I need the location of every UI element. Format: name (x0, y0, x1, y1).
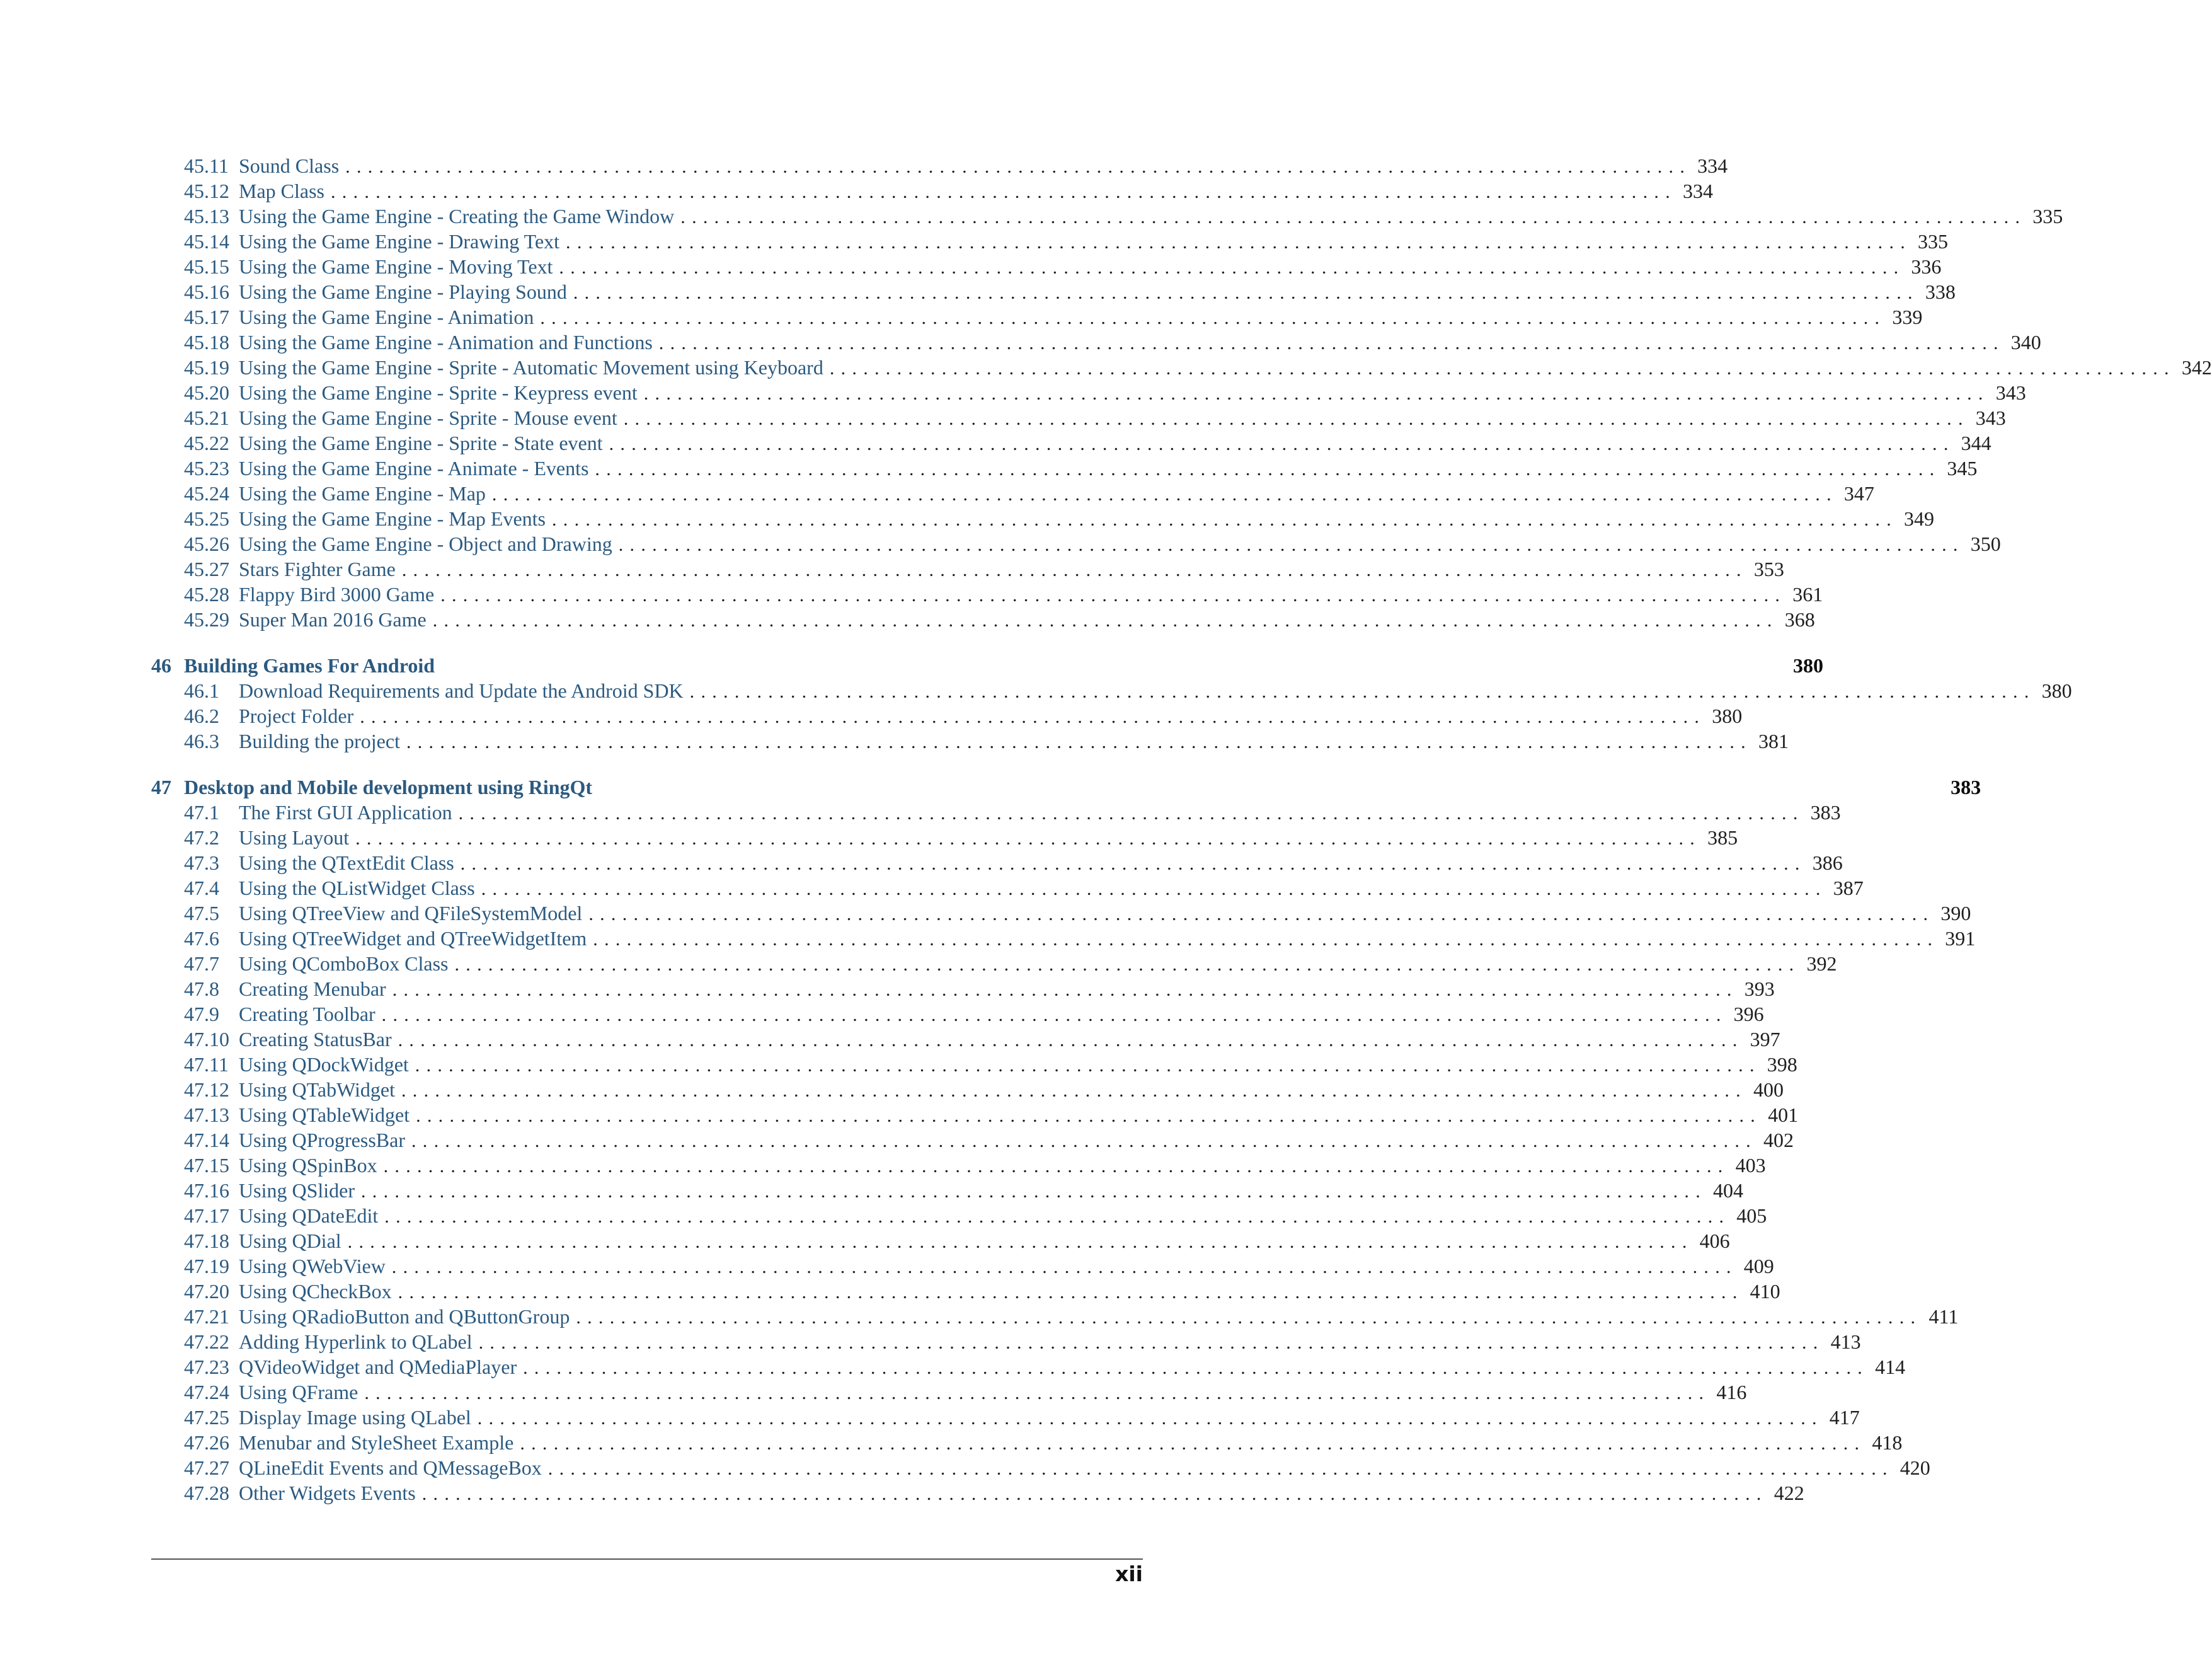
toc-leader-dots: ........................................................................................................................ (416, 1105, 1762, 1126)
toc-section-entry[interactable] (151, 901, 1971, 926)
toc-entry-page[interactable]: 409 (1743, 1255, 1774, 1277)
toc-leader-dots: ........................................................................................................................ (573, 282, 1919, 303)
toc-entry-page[interactable]: 418 (1872, 1431, 1903, 1454)
toc-section-entry[interactable] (151, 1127, 1794, 1153)
toc-entry-number[interactable]: 45.14 (184, 230, 229, 253)
toc-entry-page[interactable]: 383 (1951, 776, 1981, 798)
toc-entry-number[interactable]: 47.22 (184, 1330, 229, 1353)
toc-section-entry[interactable] (151, 1455, 1930, 1480)
toc-entry-page[interactable]: 335 (1918, 230, 1949, 253)
toc-leader-dots: ........................................................................................................................ (547, 1458, 1894, 1479)
toc-entry-page[interactable]: 343 (1975, 406, 2006, 429)
toc-entry-title[interactable]: Using the Game Engine - Sprite - Mouse event (239, 406, 617, 429)
toc-entry-title[interactable]: Display Image using QLabel (239, 1406, 471, 1429)
toc-leader-dots: ........................................................................................................................ (398, 1282, 1744, 1303)
toc-leader-dots: ........................................................................................................................ (383, 1156, 1729, 1177)
toc-entry-number[interactable]: 45.24 (184, 482, 229, 505)
toc-entry-page[interactable]: 420 (1900, 1456, 1930, 1479)
toc-entry-page[interactable]: 340 (2010, 331, 2041, 354)
toc-entry-page[interactable]: 342 (2181, 356, 2212, 379)
toc-section-entry[interactable] (151, 1354, 1906, 1379)
toc-section-entry[interactable] (151, 254, 1942, 279)
table-of-contents (151, 153, 2212, 1506)
toc-entry-page[interactable]: 422 (1774, 1482, 1804, 1504)
toc-leader-dots: ........................................................................................................................ (345, 156, 1692, 177)
toc-entry-number[interactable]: 47.7 (184, 952, 219, 975)
toc-entry-title[interactable]: Project Folder (239, 705, 354, 727)
toc-entry-title[interactable]: Using the Game Engine - Sprite - State event (239, 432, 603, 454)
toc-entry-title[interactable]: Using QDateEdit (239, 1204, 379, 1227)
toc-section-entry[interactable] (151, 678, 2072, 703)
toc-entry-page[interactable]: 380 (1793, 654, 1824, 677)
toc-entry-title[interactable]: Using the Game Engine - Creating the Game Window (239, 205, 675, 227)
toc-entry-title[interactable]: Using QFrame (239, 1381, 358, 1403)
toc-entry-page[interactable]: 386 (1812, 851, 1843, 874)
toc-entry-title[interactable]: Using QTabWidget (239, 1078, 395, 1101)
toc-entry-number[interactable]: 47.11 (184, 1053, 229, 1076)
toc-entry-title[interactable]: Using the QListWidget Class (239, 877, 475, 899)
toc-section-entry[interactable] (151, 1102, 1799, 1127)
toc-section-entry[interactable] (151, 330, 2041, 355)
toc-leader-dots: ........................................................................................................................ (347, 1231, 1693, 1252)
toc-entry-number[interactable]: 45.21 (184, 406, 229, 429)
toc-entry-page[interactable]: 416 (1716, 1381, 1747, 1403)
toc-section-entry[interactable] (151, 153, 1728, 178)
toc-entry-number[interactable]: 45.16 (184, 280, 229, 303)
toc-section-entry[interactable] (151, 355, 2212, 380)
toc-entry-number[interactable]: 45.15 (184, 255, 229, 278)
toc-entry-page[interactable]: 417 (1829, 1406, 1860, 1429)
toc-entry-number[interactable]: 47.26 (184, 1431, 229, 1454)
toc-entry-title[interactable]: Using Layout (239, 826, 350, 849)
toc-entry-title[interactable]: Using QComboBox Class (239, 952, 449, 975)
toc-leader-dots: ........................................................................................................................ (552, 509, 1898, 530)
toc-entry-number[interactable]: 45.27 (184, 558, 229, 580)
toc-entry-page[interactable]: 380 (2041, 679, 2072, 702)
toc-section-entry[interactable] (151, 1480, 1804, 1506)
toc-section-entry[interactable] (151, 405, 2006, 430)
toc-entry-page[interactable]: 338 (1925, 280, 1956, 303)
toc-entry-number[interactable]: 45.22 (184, 432, 229, 454)
toc-leader-dots: ........................................................................................................................ (576, 1307, 1922, 1328)
toc-entry-title[interactable]: Using the Game Engine - Animation (239, 306, 534, 328)
toc-leader-dots: ........................................................................................................................ (559, 257, 1905, 278)
toc-entry-page[interactable]: 406 (1699, 1229, 1730, 1252)
toc-section-entry[interactable] (151, 976, 1775, 1001)
toc-section-entry[interactable] (151, 380, 2026, 405)
toc-leader-dots: ........................................................................................................................ (401, 1080, 1747, 1101)
toc-leader-dots: ........................................................................................................................ (477, 1408, 1823, 1429)
toc-entry-title[interactable]: Using QSpinBox (239, 1154, 377, 1177)
toc-entry-title[interactable]: Using QCheckBox (239, 1280, 392, 1303)
toc-entry-page[interactable]: 343 (1995, 381, 2026, 404)
toc-entry-page[interactable]: 402 (1763, 1129, 1794, 1151)
toc-section-entry[interactable] (151, 850, 1843, 875)
toc-entry-number[interactable]: 45.13 (184, 205, 229, 227)
toc-entry-title[interactable]: Using QDial (239, 1229, 341, 1252)
toc-entry-title[interactable]: Other Widgets Events (239, 1482, 416, 1504)
toc-leader-dots: ........................................................................................................................ (401, 560, 1748, 580)
toc-leader-dots: ........................................................................................................................ (355, 828, 1702, 849)
toc-entry-page[interactable]: 383 (1810, 801, 1841, 824)
toc-entry-page[interactable]: 393 (1744, 977, 1775, 1000)
toc-entry-page[interactable]: 344 (1961, 432, 1991, 454)
toc-entry-title[interactable]: Using the QTextEdit Class (239, 851, 454, 874)
toc-leader-dots: ........................................................................................................................ (454, 954, 1801, 975)
toc-leader-dots: ........................................................................................................................ (566, 232, 1912, 253)
toc-entry-number[interactable]: 47.12 (184, 1078, 229, 1101)
toc-leader-dots: ........................................................................................................................ (406, 732, 1752, 752)
toc-entry-number[interactable]: 47.18 (184, 1229, 229, 1252)
toc-section-entry[interactable] (151, 481, 1874, 506)
toc-leader-dots: ........................................................................................................................ (398, 1030, 1744, 1051)
toc-entry-page[interactable]: 392 (1806, 952, 1837, 975)
toc-section-entry[interactable] (151, 1405, 1860, 1430)
toc-entry-title[interactable]: Adding Hyperlink to QLabel (239, 1330, 473, 1353)
toc-leader-dots: ........................................................................................................................ (458, 803, 1804, 824)
toc-leader-dots: ........................................................................................................................ (593, 929, 1939, 950)
toc-entry-title[interactable]: QVideoWidget and QMediaPlayer (239, 1356, 517, 1378)
toc-leader-dots: ........................................................................................................................ (421, 1483, 1768, 1504)
toc-entry-number[interactable]: 47.14 (184, 1129, 229, 1151)
toc-leader-dots: ........................................................................................................................ (391, 1257, 1738, 1277)
toc-entry-title[interactable]: Sound Class (239, 154, 340, 177)
toc-entry-title[interactable]: Download Requirements and Update the Android SDK (239, 679, 684, 702)
toc-entry-page[interactable]: 345 (1947, 457, 1978, 480)
toc-entry-number[interactable]: 47.28 (184, 1482, 229, 1504)
toc-leader-dots: ........................................................................................................................ (829, 358, 2175, 379)
toc-entry-number[interactable]: 47.27 (184, 1456, 229, 1479)
toc-entry-page[interactable]: 401 (1768, 1103, 1799, 1126)
toc-leader-dots: ........................................................................................................................ (361, 1181, 1707, 1202)
toc-section-entry[interactable] (151, 531, 2001, 556)
toc-entry-number[interactable]: 46 (151, 654, 171, 677)
toc-entry-number[interactable]: 47.5 (184, 902, 219, 924)
toc-entry-title[interactable]: Using the Game Engine - Object and Drawing (239, 533, 612, 555)
toc-section-entry[interactable] (151, 556, 1784, 582)
toc-entry-title[interactable]: Using QSlider (239, 1179, 355, 1202)
toc-entry-title[interactable]: Creating StatusBar (239, 1028, 392, 1051)
toc-entry-page[interactable]: 349 (1904, 507, 1934, 530)
toc-section-entry[interactable] (151, 1077, 1784, 1102)
toc-leader-dots: ........................................................................................................................ (381, 1005, 1728, 1025)
toc-entry-number[interactable]: 45.26 (184, 533, 229, 555)
toc-section-entry[interactable] (151, 1279, 1780, 1304)
toc-entry-number[interactable]: 46.1 (184, 679, 219, 702)
toc-entry-title[interactable]: Using the Game Engine - Moving Text (239, 255, 553, 278)
toc-section-entry[interactable] (151, 1304, 1959, 1329)
toc-section-entry[interactable] (151, 1153, 1766, 1178)
toc-entry-title[interactable]: Super Man 2016 Game (239, 608, 427, 631)
toc-entry-title[interactable]: Building the project (239, 730, 400, 752)
toc-chapter-entry[interactable] (151, 653, 1824, 678)
toc-section-entry[interactable] (151, 1052, 1797, 1077)
toc-leader-dots: ........................................................................................................................ (392, 979, 1738, 1000)
toc-entry-page[interactable]: 353 (1753, 558, 1784, 580)
toc-entry-page[interactable]: 334 (1697, 154, 1728, 177)
toc-leader-dots: ........................................................................................................................ (460, 853, 1806, 874)
toc-section-entry[interactable] (151, 1178, 1743, 1203)
toc-entry-number[interactable]: 47.20 (184, 1280, 229, 1303)
toc-entry-title[interactable]: Using QRadioButton and QButtonGroup (239, 1305, 570, 1328)
toc-leader-dots: ........................................................................................................................ (331, 181, 1676, 202)
toc-entry-number[interactable]: 47.3 (184, 851, 219, 874)
toc-entry-number[interactable]: 45.23 (184, 457, 229, 480)
toc-leader-dots: ........................................................................................................................ (680, 207, 2027, 227)
toc-entry-number[interactable]: 47.16 (184, 1179, 229, 1202)
toc-entry-number[interactable]: 46.3 (184, 730, 219, 752)
toc-entry-page[interactable]: 411 (1928, 1305, 1959, 1328)
toc-entry-page[interactable]: 390 (1940, 902, 1971, 924)
toc-entry-number[interactable]: 47.9 (184, 1003, 219, 1025)
toc-entry-number[interactable]: 47.2 (184, 826, 219, 849)
toc-entry-number[interactable]: 45.12 (184, 180, 229, 202)
toc-leader-dots: ........................................................................................................................ (523, 1357, 1869, 1378)
toc-entry-title[interactable]: Desktop and Mobile development using RingQt (184, 776, 593, 798)
toc-entry-number[interactable]: 47.25 (184, 1406, 229, 1429)
toc-entry-title[interactable]: Using QDockWidget (239, 1053, 409, 1076)
toc-entry-page[interactable]: 403 (1735, 1154, 1766, 1177)
toc-entry-number[interactable]: 45.11 (184, 154, 229, 177)
toc-section-entry[interactable] (151, 1379, 1747, 1405)
toc-entry-page[interactable]: 391 (1945, 927, 1976, 950)
toc-entry-title[interactable]: Menubar and StyleSheet Example (239, 1431, 514, 1454)
toc-entry-title[interactable]: Using QWebView (239, 1255, 386, 1277)
toc-entry-page[interactable]: 350 (1970, 533, 2001, 555)
toc-entry-page[interactable]: 397 (1750, 1028, 1780, 1051)
toc-leader-dots: ........................................................................................................................ (623, 408, 1969, 429)
toc-entry-title[interactable]: Using QTreeView and QFileSystemModel (239, 902, 583, 924)
toc-entry-title[interactable]: Stars Fighter Game (239, 558, 396, 580)
toc-section-entry[interactable] (151, 951, 1837, 976)
toc-section-entry[interactable] (151, 582, 1823, 607)
toc-entry-number[interactable]: 45.29 (184, 608, 229, 631)
toc-entry-number[interactable]: 47.24 (184, 1381, 229, 1403)
toc-entry-title[interactable]: Using the Game Engine - Map (239, 482, 486, 505)
toc-section-entry[interactable] (151, 1203, 1767, 1228)
toc-leader-dots: ........................................................................................................................ (415, 1055, 1761, 1076)
toc-entry-title[interactable]: Creating Toolbar (239, 1003, 375, 1025)
toc-leader-dots: ........................................................................................................................ (440, 585, 1787, 606)
toc-entry-number[interactable]: 45.28 (184, 583, 229, 606)
toc-leader-dots: ........................................................................................................................ (432, 610, 1779, 631)
toc-entry-title[interactable]: Using the Game Engine - Playing Sound (239, 280, 567, 303)
toc-entry-number[interactable]: 47.10 (184, 1028, 229, 1051)
toc-leader-dots: ........................................................................................................................ (540, 308, 1886, 328)
toc-entry-page[interactable]: 361 (1792, 583, 1823, 606)
toc-entry-page[interactable]: 381 (1758, 730, 1789, 752)
toc-section-entry[interactable] (151, 703, 1743, 728)
toc-leader-dots: ........................................................................................................................ (411, 1131, 1757, 1151)
toc-chapter-entry[interactable] (151, 775, 1981, 800)
toc-entry-page[interactable]: 414 (1875, 1356, 1906, 1378)
toc-leader-dots: ........................................................................................................................ (520, 1433, 1866, 1454)
toc-section-entry[interactable] (151, 456, 1978, 481)
toc-entry-page[interactable]: 334 (1683, 180, 1713, 202)
toc-entry-title[interactable]: The First GUI Application (239, 801, 452, 824)
toc-section-entry[interactable] (151, 1027, 1780, 1052)
toc-section-entry[interactable] (151, 607, 1815, 632)
toc-entry-title[interactable]: Using the Game Engine - Map Events (239, 507, 546, 530)
toc-entry-number[interactable]: 45.25 (184, 507, 229, 530)
toc-entry-number[interactable]: 47.19 (184, 1255, 229, 1277)
toc-leader-dots: ........................................................................................................................ (491, 484, 1838, 505)
toc-entry-number[interactable]: 45.18 (184, 331, 229, 354)
toc-entry-page[interactable]: 400 (1753, 1078, 1784, 1101)
toc-entry-page[interactable]: 347 (1843, 482, 1874, 505)
toc-entry-number[interactable]: 45.17 (184, 306, 229, 328)
toc-entry-title[interactable]: Using the Game Engine - Sprite - Keypress event (239, 381, 638, 404)
toc-entry-title[interactable]: Using the Game Engine - Drawing Text (239, 230, 560, 253)
toc-entry-page[interactable]: 387 (1833, 877, 1864, 899)
toc-entry-page[interactable]: 336 (1911, 255, 1942, 278)
toc-entry-page[interactable]: 380 (1712, 705, 1743, 727)
toc-entry-page[interactable]: 413 (1830, 1330, 1861, 1353)
toc-leader-dots: ........................................................................................................................ (609, 434, 1955, 454)
toc-leader-dots: ........................................................................................................................ (384, 1206, 1731, 1227)
toc-section-entry[interactable] (151, 800, 1841, 825)
toc-section-entry[interactable] (151, 926, 1976, 951)
toc-section-entry[interactable] (151, 825, 1738, 850)
toc-entry-page[interactable]: 385 (1707, 826, 1738, 849)
toc-entry-page[interactable]: 410 (1750, 1280, 1780, 1303)
toc-leader-dots: ........................................................................................................................ (595, 459, 1941, 480)
toc-section-entry[interactable] (151, 430, 1991, 456)
toc-entry-title[interactable]: Map Class (239, 180, 324, 202)
toc-leader-dots: ........................................................................................................................ (689, 681, 2036, 702)
footer-divider (151, 1558, 1143, 1560)
toc-section-entry[interactable] (151, 178, 1713, 204)
toc-leader-dots: ........................................................................................................................ (360, 706, 1706, 727)
toc-section-entry[interactable] (151, 1253, 1774, 1279)
toc-entry-number[interactable]: 47.1 (184, 801, 219, 824)
toc-entry-title[interactable]: Using the Game Engine - Animation and Functions (239, 331, 653, 354)
toc-entry-page[interactable]: 398 (1767, 1053, 1797, 1076)
toc-section-entry[interactable] (151, 875, 1864, 901)
toc-entry-number[interactable]: 47.17 (184, 1204, 229, 1227)
toc-entry-page[interactable]: 404 (1713, 1179, 1743, 1202)
toc-section-entry[interactable] (151, 1329, 1861, 1354)
toc-entry-number[interactable]: 47.4 (184, 877, 219, 899)
toc-entry-title[interactable]: Using QProgressBar (239, 1129, 405, 1151)
toc-entry-number[interactable]: 47.21 (184, 1305, 229, 1328)
toc-entry-title[interactable]: QLineEdit Events and QMessageBox (239, 1456, 542, 1479)
toc-entry-title[interactable]: Using the Game Engine - Animate - Events (239, 457, 589, 480)
toc-entry-title[interactable]: Creating Menubar (239, 977, 386, 1000)
toc-section-entry[interactable] (151, 1228, 1730, 1253)
toc-entry-number[interactable]: 46.2 (184, 705, 219, 727)
toc-entry-page[interactable]: 335 (2032, 205, 2063, 227)
toc-leader-dots: ........................................................................................................................ (481, 878, 1827, 899)
toc-section-entry[interactable] (151, 229, 1949, 254)
toc-leader-dots: ........................................................................................................................ (588, 904, 1935, 924)
toc-section-entry[interactable] (151, 304, 1923, 330)
toc-entry-number[interactable]: 45.19 (184, 356, 229, 379)
toc-section-entry[interactable] (151, 1001, 1764, 1027)
toc-entry-number[interactable]: 47.23 (184, 1356, 229, 1378)
toc-section-entry[interactable] (151, 279, 1956, 304)
toc-leader-dots: ........................................................................................................................ (478, 1332, 1825, 1353)
toc-entry-page[interactable]: 405 (1736, 1204, 1767, 1227)
toc-entry-number[interactable]: 47.8 (184, 977, 219, 1000)
toc-entry-number[interactable]: 47 (151, 776, 171, 798)
toc-leader-dots: ........................................................................................................................ (618, 534, 1964, 555)
toc-entry-number[interactable]: 45.20 (184, 381, 229, 404)
toc-entry-number[interactable]: 47.6 (184, 927, 219, 950)
toc-entry-page[interactable]: 396 (1733, 1003, 1764, 1025)
toc-entry-title[interactable]: Using QTableWidget (239, 1103, 410, 1126)
toc-leader-dots: ........................................................................................................................ (643, 383, 1990, 404)
toc-entry-page[interactable]: 339 (1892, 306, 1923, 328)
toc-section-entry[interactable] (151, 204, 2063, 229)
toc-entry-title[interactable]: Flappy Bird 3000 Game (239, 583, 435, 606)
toc-entry-number[interactable]: 47.15 (184, 1154, 229, 1177)
toc-section-entry[interactable] (151, 506, 1934, 531)
toc-entry-title[interactable]: Building Games For Android (184, 654, 435, 677)
toc-entry-number[interactable]: 47.13 (184, 1103, 229, 1126)
toc-entry-page[interactable]: 368 (1784, 608, 1815, 631)
toc-leader-dots: ........................................................................................................................ (658, 333, 2005, 354)
toc-section-entry[interactable] (151, 1430, 1903, 1455)
toc-entry-title[interactable]: Using QTreeWidget and QTreeWidgetItem (239, 927, 587, 950)
toc-section-entry[interactable] (151, 728, 1789, 754)
toc-leader-dots: ........................................................................................................................ (364, 1383, 1711, 1403)
page-number: xii (1115, 1562, 1143, 1586)
toc-entry-title[interactable]: Using the Game Engine - Sprite - Automatic Movement using Keyboard (239, 356, 823, 379)
